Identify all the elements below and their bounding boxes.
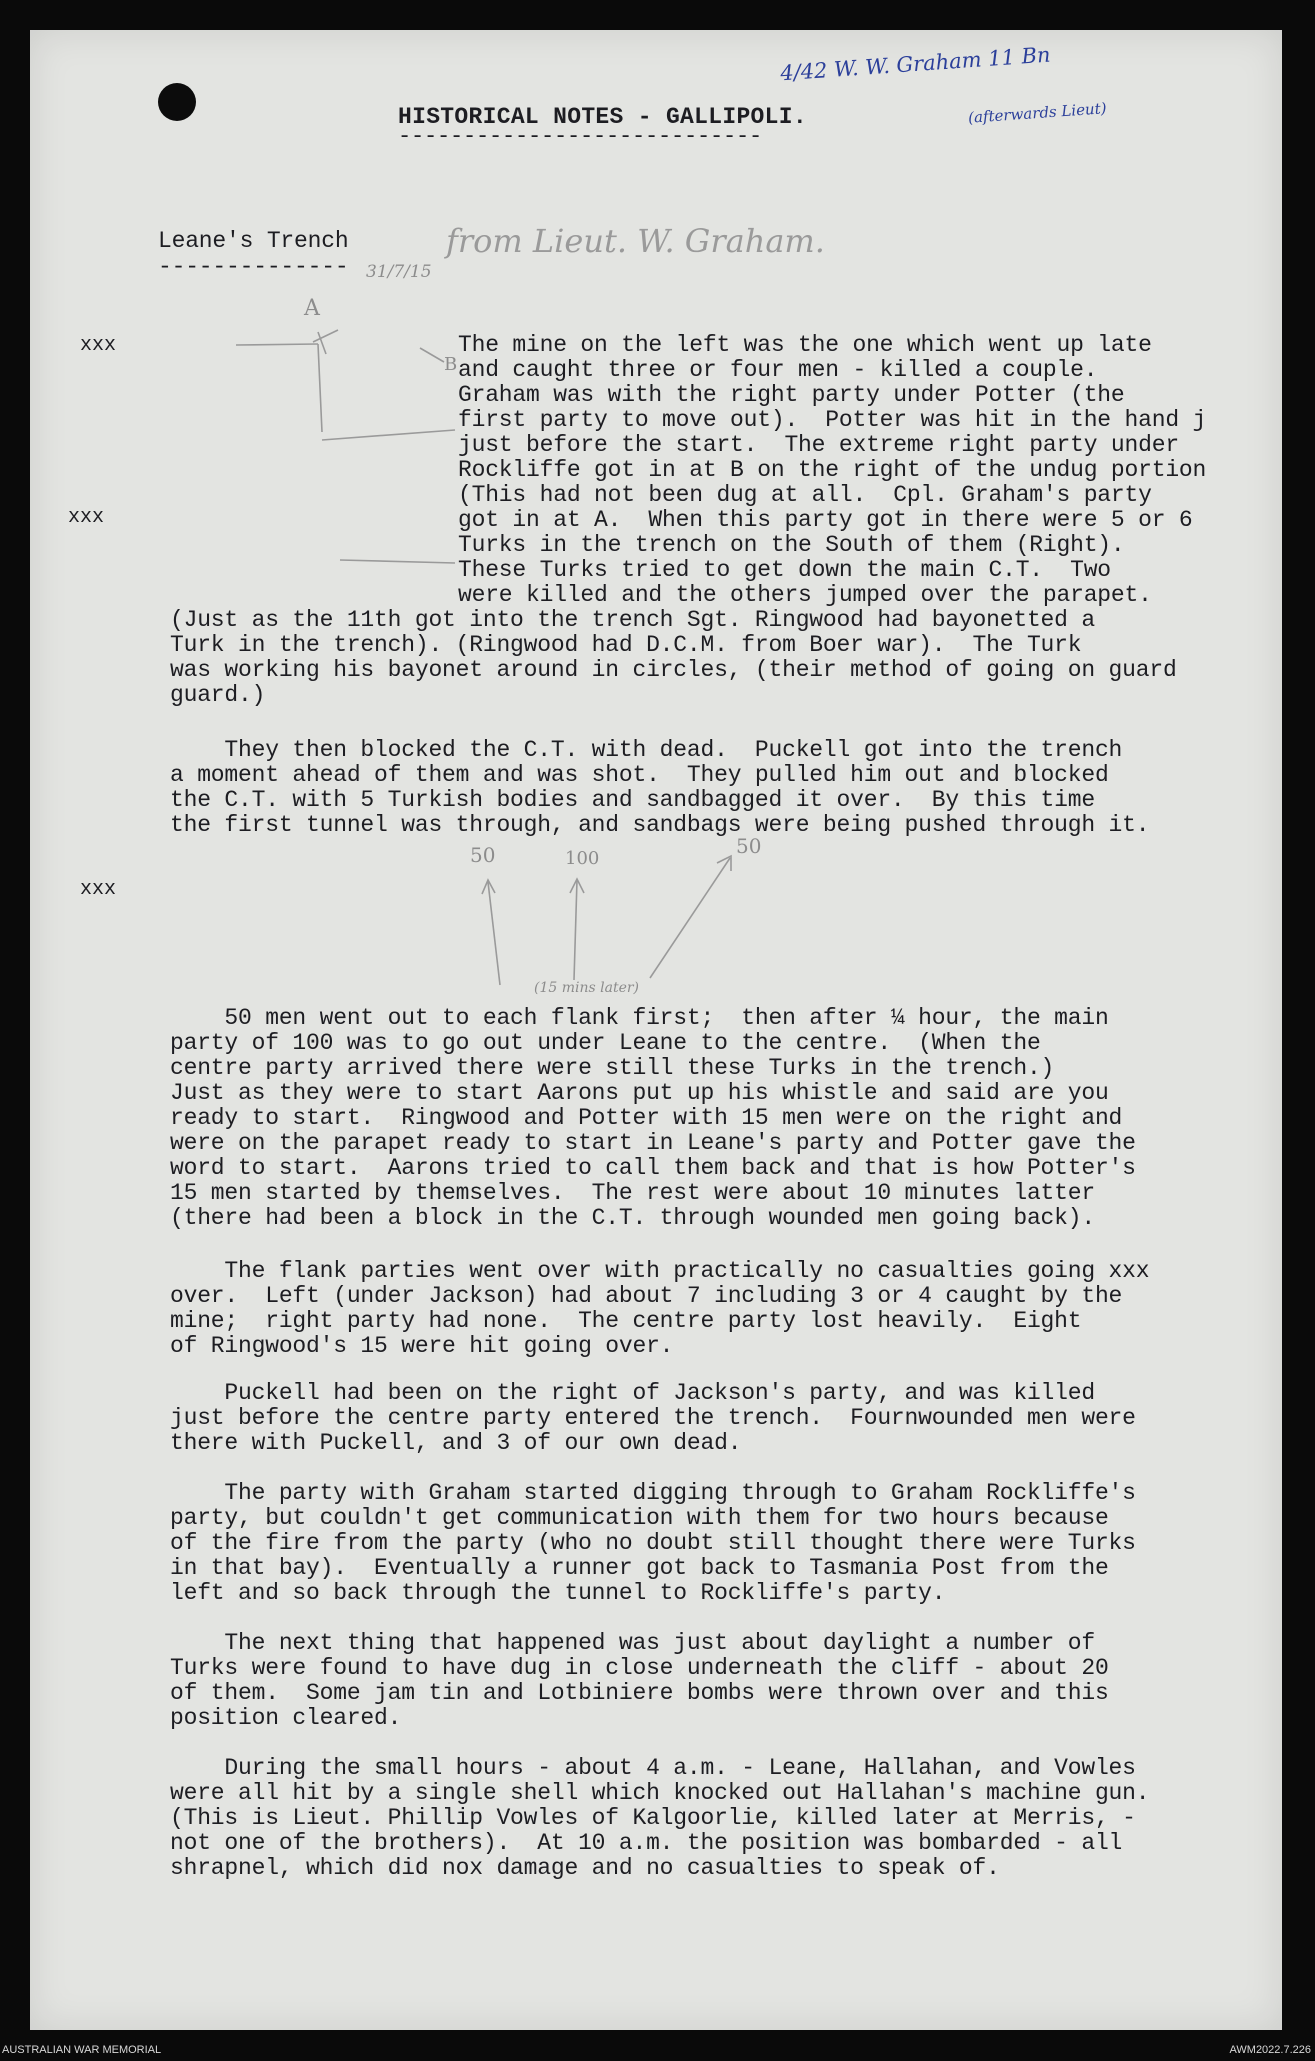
text-line: were killed and the others jumped over the parapet. [458,582,1152,608]
text-line: They then blocked the C.T. with dead. Puckell got into the trench [170,737,1123,763]
text-line: the first tunnel was through, and sandbags were being pushed through it. [170,812,1150,838]
paragraph-small-hours [170,1755,1150,1911]
text-line: Puckell had been on the right of Jackson's party, and was killed [170,1380,1095,1406]
text-line: of Ringwood's 15 were hit going over. [170,1333,674,1359]
text-line: 50 men went out to each flank first; then after ¼ hour, the main [170,1005,1109,1031]
text-line: The next thing that happened was just about daylight a number of [170,1630,1095,1656]
text-line: left and so back through the tunnel to Rockliffe's party. [170,1580,946,1606]
footer-accession-number: AWM2022.7.226 [1229,2044,1311,2056]
text-line: position cleared. [170,1705,402,1731]
text-line: The party with Graham started digging through to Graham Rockliffe's [170,1480,1136,1506]
handwritten-rank-note: (afterwards Lieut) [967,99,1108,127]
paragraph-casualties [170,1258,1150,1388]
sketch-label-b: B [444,354,458,375]
margin-mark: xxx [80,878,117,901]
sketch-count-right: 50 [736,834,762,858]
sketch-count-center: 100 [565,848,600,869]
paragraph-puckell [170,1380,1136,1484]
text-line: Turks were found to have dug in close underneath the cliff - about 20 [170,1655,1109,1681]
paragraph-flank-parties [170,1005,1136,1265]
text-line: were on the parapet ready to start in Leane's party and Potter gave the [170,1130,1136,1156]
text-line: word to start. Aarons tried to call them back and that is how Potter's [170,1155,1136,1181]
text-line: of the fire from the party (who no doubt still thought there were Turks [170,1530,1136,1556]
text-line: were all hit by a single shell which knocked out Hallahan's machine gun. [170,1780,1150,1806]
text-line: The flank parties went over with practically no casualties going xxx [170,1258,1150,1284]
text-line: party, but couldn't get communication with them for two hours because [170,1505,1109,1531]
text-line: was working his bayonet around in circles, (their method of going on guard [170,657,1177,683]
handwritten-date: 31/7/15 [366,262,432,282]
text-line: 15 men started by themselves. The rest were about 10 minutes latter [170,1180,1095,1206]
text-line: over. Left (under Jackson) had about 7 including 3 or 4 caught by the [170,1283,1123,1309]
text-line: Turks in the trench on the South of them (Right). [458,532,1125,558]
text-line: not one of the brothers). At 10 a.m. the position was bombarded - all [170,1830,1123,1856]
text-line: first party to move out). Potter was hit in the hand j [458,407,1207,433]
handwritten-source: from Lieut. W. Graham. [446,222,825,260]
page-title-underline: ---------------------------- [398,124,763,149]
text-line: During the small hours - about 4 a.m. - Leane, Hallahan, and Vowles [170,1755,1136,1781]
text-line: mine; right party had none. The centre party lost heavily. Eight [170,1308,1082,1334]
text-line: Graham was with the right party under Potter (the [458,382,1125,408]
sketch-label-a: A [304,296,320,321]
margin-mark: xxx [68,506,105,529]
sketch-note: (15 mins later) [534,980,640,996]
page-title: HISTORICAL NOTES - GALLIPOLI. [398,104,807,130]
text-line: there with Puckell, and 3 of our own dead. [170,1430,742,1456]
text-line: (there had been a block in the C.T. through wounded men going back). [170,1205,1095,1231]
text-line: party of 100 was to go out under Leane to the centre. (When the [170,1030,1041,1056]
text-line: a moment ahead of them and was shot. They pulled him out and blocked [170,762,1109,788]
text-line: (This is Lieut. Phillip Vowles of Kalgoorlie, killed later at Merris, - [170,1805,1136,1831]
text-line: of them. Some jam tin and Lotbiniere bombs were thrown over and this [170,1680,1109,1706]
text-line: Turk in the trench). (Ringwood had D.C.M. from Boer war). The Turk [170,632,1082,658]
text-line: Rockliffe got in at B on the right of the undug portion [458,457,1207,483]
section-heading: Leane's Trench [158,228,349,254]
text-line: the C.T. with 5 Turkish bodies and sandbagged it over. By this time [170,787,1095,813]
paragraph-digging [170,1480,1136,1636]
text-line: The mine on the left was the one which went up late [458,332,1152,358]
text-line: just before the centre party entered the trench. Fournwounded men were [170,1405,1136,1431]
text-line: (This had not been dug at all. Cpl. Graham's party [458,482,1152,508]
text-line: centre party arrived there were still these Turks in the trench.) [170,1055,1055,1081]
text-line: just before the start. The extreme right party under [458,432,1179,458]
text-line: guard.) [170,682,266,708]
text-line: Just as they were to start Aarons put up his whistle and said are you [170,1080,1109,1106]
text-line: got in at A. When this party got in there were 5 or 6 [458,507,1193,533]
handwritten-author-note: 4/42 W. W. Graham 11 Bn [779,42,1052,86]
section-heading-underline: -------------- [158,254,349,280]
text-line: in that bay). Eventually a runner got back to Tasmania Post from the [170,1555,1109,1581]
margin-mark: xxx [80,334,117,357]
text-line: These Turks tried to get down the main C.T. Two [458,557,1111,583]
text-line: shrapnel, which did nox damage and no casualties to speak of. [170,1855,1000,1881]
text-line: (Just as the 11th got into the trench Sgt. Ringwood had bayonetted a [170,607,1095,633]
footer-institution: AUSTRALIAN WAR MEMORIAL [2,2044,162,2056]
text-line: and caught three or four men - killed a couple. [458,357,1098,383]
paragraph-daylight [170,1630,1109,1760]
sketch-count-left: 50 [470,843,496,867]
text-line: ready to start. Ringwood and Potter with 15 men were on the right and [170,1105,1123,1131]
